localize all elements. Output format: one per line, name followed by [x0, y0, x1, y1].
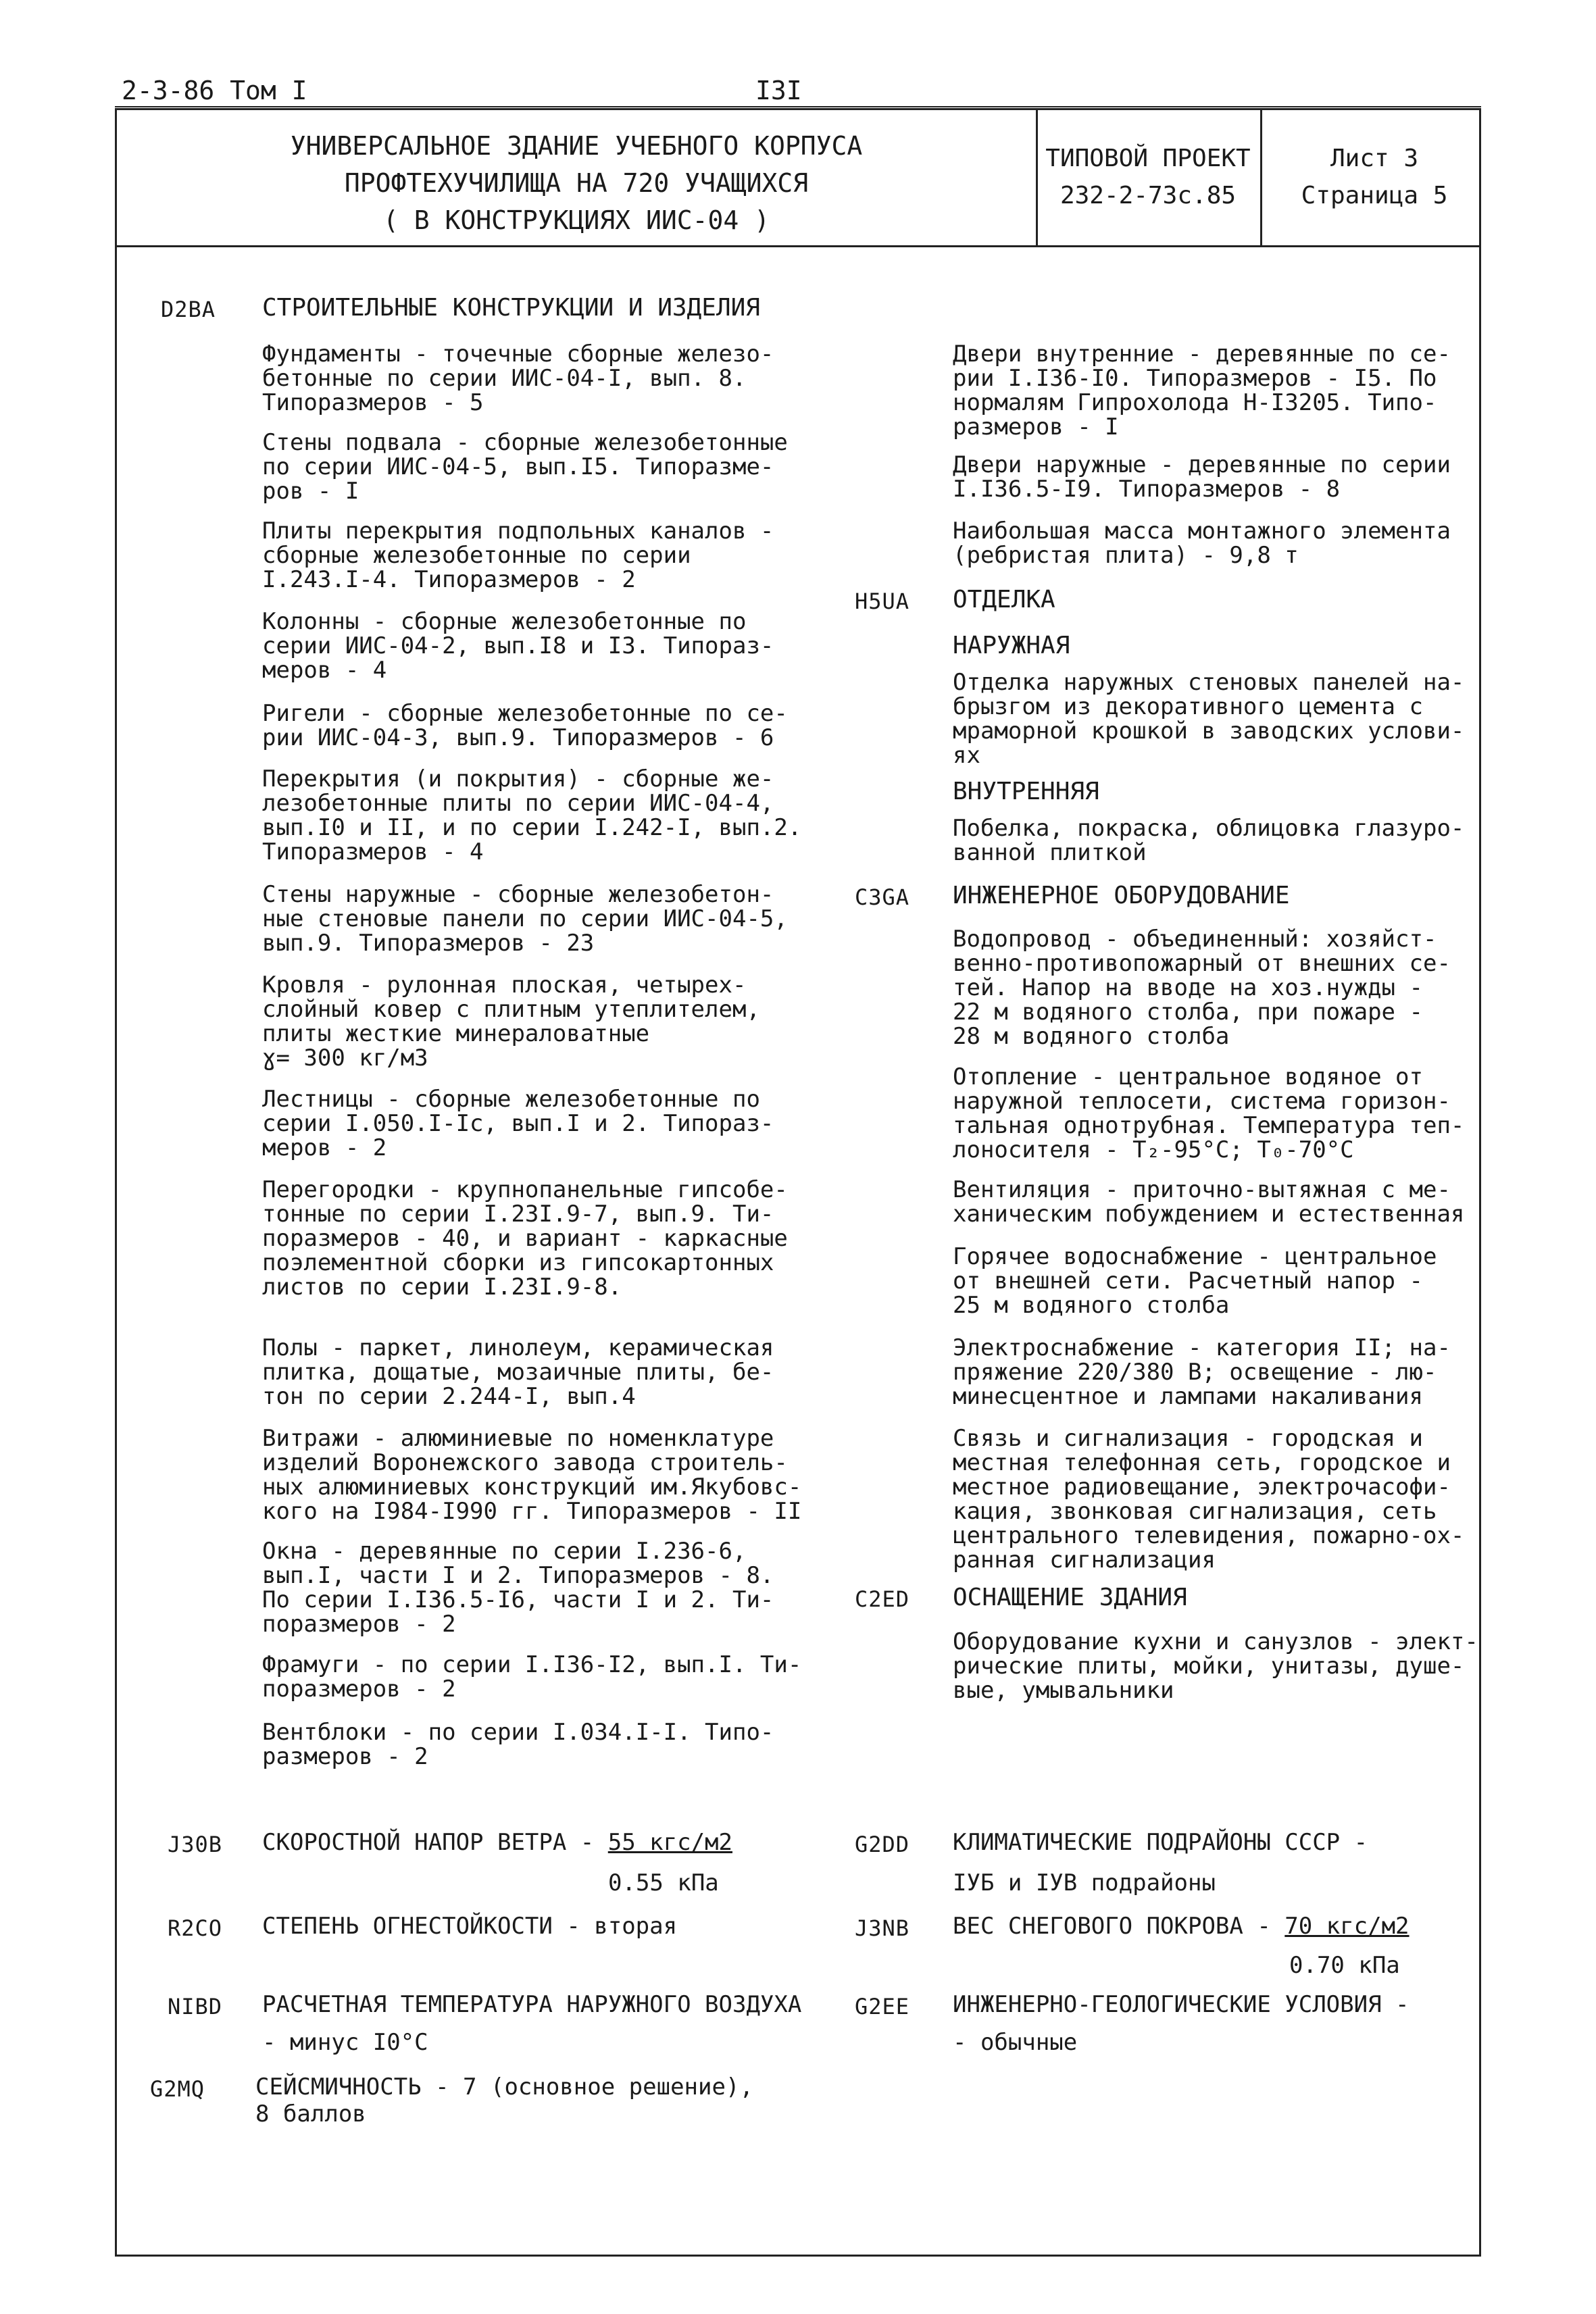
section-code: J3NB	[855, 1915, 910, 1941]
fire-resistance: СТЕПЕНЬ ОГНЕСТОЙКОСТИ - вторая	[262, 1913, 678, 1940]
section-code: C3GA	[855, 884, 910, 910]
project-code: 232-2-73с.85	[1059, 182, 1237, 209]
divider	[1260, 110, 1262, 245]
document-title	[117, 128, 1036, 239]
list-item: Водопровод - объединенный: хозяйст- венно-противопожарный от внешних се- тей. Напор на вводе на хоз.нужды - 22 м водяного столба, при пожаре - 28 м водяного столба	[953, 926, 1451, 1050]
list-item: Отопление - центральное водяное от наружной теплосети, система горизон- тальная однотрубная. Температура теп- лоносителя - T₂-95°С; T₀-70°С	[953, 1063, 1465, 1163]
sheet-block	[1266, 140, 1483, 214]
project-label: ТИПОВОЙ ПРОЕКТ	[1045, 145, 1251, 172]
page-number: I3I	[755, 76, 802, 105]
design-temperature-value: - минус I0°С	[262, 2029, 428, 2056]
list-item: Связь и сигнализация - городская и местная телефонная сеть, городское и местное радиовещание, электрочасофи- кация, звонковая сигнализация, сеть центрального телевидения, пожарно-ох- ранная сигнализация	[953, 1425, 1465, 1574]
seismicity-value: 8 баллов	[255, 2101, 366, 2128]
page-label: Страница 5	[1301, 182, 1448, 209]
sheet-number: Лист 3	[1330, 145, 1419, 172]
section-code: G2EE	[855, 1994, 910, 2019]
section-heading: СТРОИТЕЛЬНЫЕ КОНСТРУКЦИИ И ИЗДЕЛИЯ	[262, 294, 760, 322]
section-code: R2CO	[168, 1915, 223, 1941]
project-block	[1044, 140, 1252, 214]
wind-label: СКОРОСТНОЙ НАПОР ВЕТРА -	[262, 1829, 608, 1856]
list-item: Перегородки - крупнопанельные гипсобе- тонные по серии I.23I.9-7, вып.9. Ти- поразмеров - 40, и вариант - каркасные поэлементной сборки из гипсокартонных листов по серии I.23I.9-8.	[262, 1176, 788, 1301]
section-heading: ИНЖЕНЕРНОЕ ОБОРУДОВАНИЕ	[953, 882, 1290, 909]
list-item: Наибольшая масса монтажного элемента (ребристая плита) - 9,8 т	[953, 518, 1451, 569]
snow-value: 70 кгс/м2	[1285, 1913, 1410, 1940]
list-item: Горячее водоснабжение - центральное от внешней сети. Расчетный напор - 25 м водяного столба	[953, 1243, 1437, 1319]
section-heading: ОТДЕЛКА	[953, 586, 1055, 613]
list-item: Вентиляция - приточно-вытяжная с ме- ханическим побуждением и естественная	[953, 1176, 1465, 1228]
title-line-3: ( В КОНСТРУКЦИЯХ ИИС-04 )	[383, 205, 770, 235]
wind-value-kpa: 0.55 кПа	[608, 1869, 719, 1896]
list-item: Двери внутренние - деревянные по се- рии I.I36-I0. Типоразмеров - I5. По нормалям Гипрохолода Н-I3205. Типо- размеров - I	[953, 341, 1451, 441]
title-line-2: ПРОФТЕХУЧИЛИЩА НА 720 УЧАЩИХСЯ	[344, 168, 809, 198]
geological-conditions-value: - обычные	[953, 2029, 1078, 2056]
snow-load	[953, 1913, 1410, 1939]
section-code: H5UA	[855, 588, 910, 614]
divider	[1036, 110, 1038, 245]
list-item: Фрамуги - по серии I.I36-I2, вып.I. Ти- поразмеров - 2	[262, 1651, 802, 1703]
list-item: Двери наружные - деревянные по серии I.I36.5-I9. Типоразмеров - 8	[953, 451, 1451, 503]
doc-reference: 2-3-86 Том I	[122, 76, 307, 105]
section-code: D2BA	[161, 297, 216, 322]
list-item: Вентблоки - по серии I.034.I-I. Типо- размеров - 2	[262, 1719, 774, 1770]
list-item: Электроснабжение - категория II; на- пряжение 220/380 В; освещение - лю- минесцентное и лампами накаливания	[953, 1334, 1451, 1410]
list-item: Колонны - сборные железобетонные по серии ИИС-04-2, вып.I8 и I3. Типораз- меров - 4	[262, 608, 774, 684]
section-code: C2ED	[855, 1586, 910, 1612]
list-item: Фундаменты - точечные сборные железо- бетонные по серии ИИС-04-I, вып. 8. Типоразмеров - 5	[262, 341, 774, 416]
list-item: Стены наружные - сборные железобетон- ные стеновые панели по серии ИИС-04-5, вып.9. Типоразмеров - 23	[262, 881, 788, 957]
list-item: Стены подвала - сборные железобетонные по серии ИИС-04-5, вып.I5. Типоразме- ров - I	[262, 429, 788, 505]
title-block	[117, 110, 1479, 247]
snow-value-kpa: 0.70 кПа	[1289, 1952, 1400, 1979]
section-heading: ОСНАЩЕНИЕ ЗДАНИЯ	[953, 1584, 1187, 1611]
wind-value: 55 кгс/м2	[607, 1829, 732, 1856]
section-code: G2DD	[855, 1832, 910, 1857]
list-item: Полы - паркет, линолеум, керамическая плитка, дощатые, мозаичные плиты, бе- тон по серии 2.244-I, вып.4	[262, 1334, 774, 1410]
list-item: Окна - деревянные по серии I.236-6, вып.I, части I и 2. Типоразмеров - 8. По серии I.I36.5-I6, части I и 2. Ти- поразмеров - 2	[262, 1538, 774, 1638]
wind-pressure	[262, 1830, 732, 1855]
list-item: Лестницы - сборные железобетонные по серии I.050.I-Iс, вып.I и 2. Типораз- меров - 2	[262, 1086, 774, 1161]
list-item: Витражи - алюминиевые по номенклатуре изделий Воронежского завода строитель- ных алюминиевых конструкций им.Якубовс- кого на I984-I990 гг. Типоразмеров - II	[262, 1425, 802, 1525]
section-code: G2MQ	[150, 2076, 205, 2102]
top-rule	[115, 106, 1481, 107]
list-item: Отделка наружных стеновых панелей на- брызгом из декоративного цемента с мраморной крошкой в заводских услови- ях	[953, 669, 1465, 769]
title-line-1: УНИВЕРСАЛЬНОЕ ЗДАНИЕ УЧЕБНОГО КОРПУСА	[290, 131, 863, 161]
section-code: NIBD	[168, 1994, 223, 2019]
subsection-heading: ВНУТРЕННЯЯ	[953, 778, 1099, 805]
list-item: Перекрытия (и покрытия) - сборные же- лезобетонные плиты по серии ИИС-04-4, вып.I0 и II, и по серии I.242-I, вып.2. Типоразмеров - 4	[262, 765, 802, 865]
climate-subregions-value: IУБ и IУВ подрайоны	[953, 1869, 1216, 1896]
section-code: J30B	[168, 1832, 223, 1857]
design-temperature: РАСЧЕТНАЯ ТЕМПЕРАТУРА НАРУЖНОГО ВОЗДУХА	[262, 1991, 802, 2018]
seismicity: СЕЙСМИЧНОСТЬ - 7 (основное решение),	[255, 2073, 753, 2101]
list-item: Оборудование кухни и санузлов - элект- рические плиты, мойки, унитазы, душе- вые, умывальники	[953, 1628, 1478, 1704]
list-item: Побелка, покраска, облицовка глазуро- ванной плиткой	[953, 815, 1465, 866]
snow-label: ВЕС СНЕГОВОГО ПОКРОВА -	[953, 1913, 1285, 1940]
list-item: Ригели - сборные железобетонные по се- рии ИИС-04-3, вып.9. Типоразмеров - 6	[262, 700, 788, 751]
list-item: Плиты перекрытия подпольных каналов - сборные железобетонные по серии I.243.I-4. Типоразмеров - 2	[262, 518, 774, 593]
list-item: Кровля - рулонная плоская, четырех- слойный ковер с плитным утеплителем, плиты жесткие минераловатные ɣ= 300 кг/м3	[262, 972, 760, 1072]
subsection-heading: НАРУЖНАЯ	[953, 632, 1070, 659]
climate-subregions: КЛИМАТИЧЕСКИЕ ПОДРАЙОНЫ СССР -	[953, 1829, 1368, 1856]
geological-conditions: ИНЖЕНЕРНО-ГЕОЛОГИЧЕСКИЕ УСЛОВИЯ -	[953, 1991, 1410, 2018]
